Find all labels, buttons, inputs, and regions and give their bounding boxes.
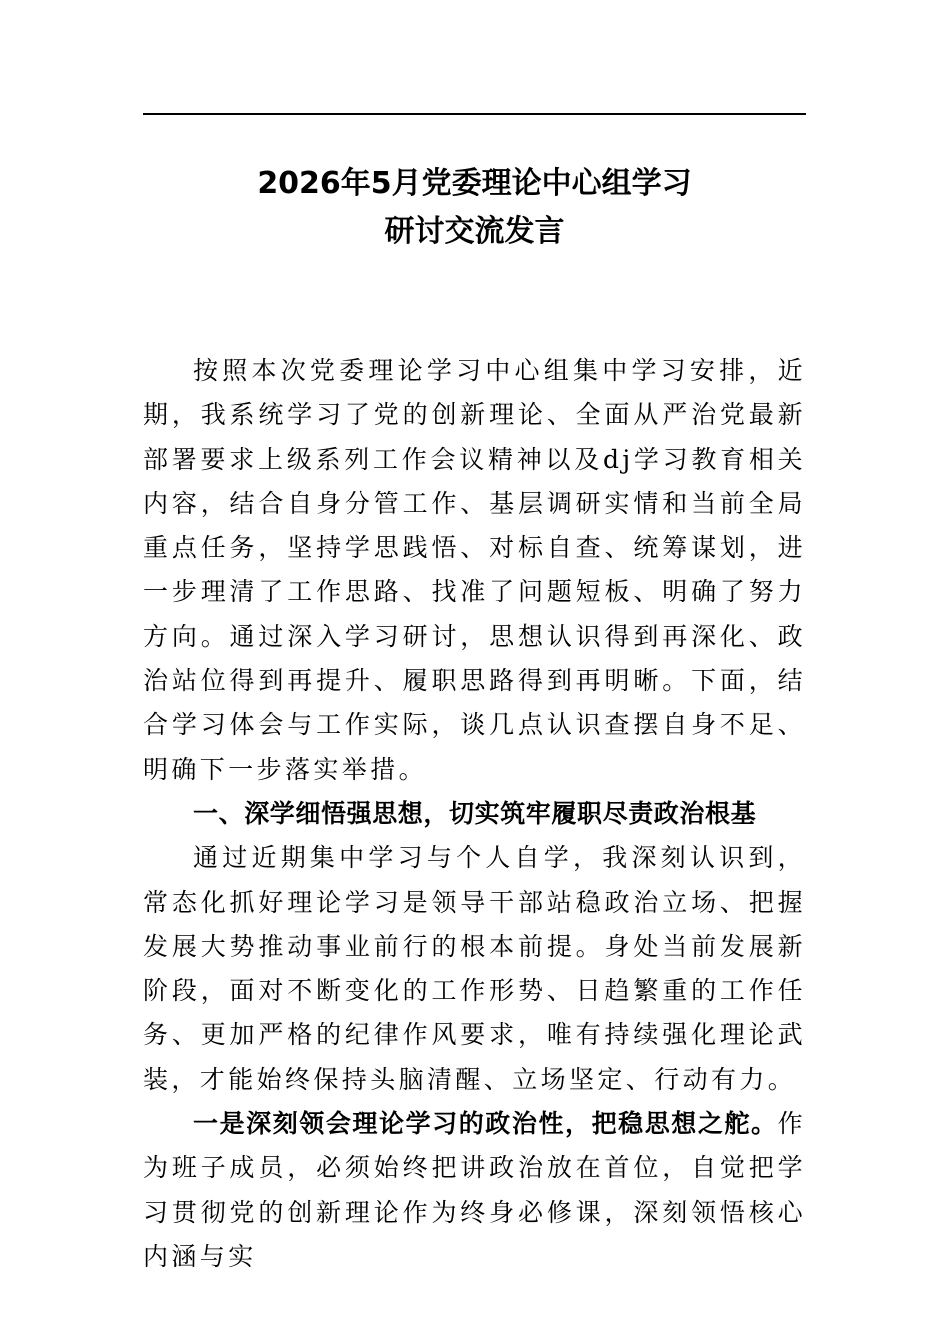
section-1-paragraph: 通过近期集中学习与个人自学，我深刻认识到，常态化抓好理论学习是领导干部站稳政治立场、把握发展大势推动事业前行的根本前提。身处当前发展新阶段，面对不断变化的工作形势、日趋繁重的工作任务、更加严格的纪律作风要求，唯有持续强化理论武装，才能始终保持头脑清醒、立场坚定、行动有力。 (143, 843, 806, 1094)
point-1-paragraph (143, 1102, 806, 1279)
intro-paragraph: 按照本次党委理论学习中心组集中学习安排，近期，我系统学习了党的创新理论、全面从严治党最新部署要求上级系列工作会议精神以及dj学习教育相关内容，结合自身分管工作、基层调研实情和当前全局重点任务，坚持学思践悟、对标自查、统筹谋划，进一步理清了工作思路、找准了问题短板、明确了努力方向。通过深入学习研讨，思想认识得到再深化、政治站位得到再提升、履职思路得到再明晰。下面，结合学习体会与工作实际，谈几点认识查摆自身不足、明确下一步落实举措。 (143, 356, 806, 784)
title-line-1: 2026年5月党委理论中心组学习 (257, 166, 692, 201)
document-title (143, 160, 806, 256)
point-1-text: 作为班子成员，必须始终把讲政治放在首位，自觉把学习贯彻党的创新理论作为终身必修课，深刻领悟核心内涵与实 (143, 1109, 806, 1271)
header-rule (143, 113, 806, 115)
section-heading-1: 一、深学细悟强思想，切实筑牢履职尽责政治根基 (193, 798, 757, 828)
document-body (143, 349, 806, 1279)
point-1-lead: 一是深刻领会理论学习的政治性，把稳思想之舵。 (193, 1109, 778, 1139)
title-line-2: 研讨交流发言 (384, 214, 565, 249)
